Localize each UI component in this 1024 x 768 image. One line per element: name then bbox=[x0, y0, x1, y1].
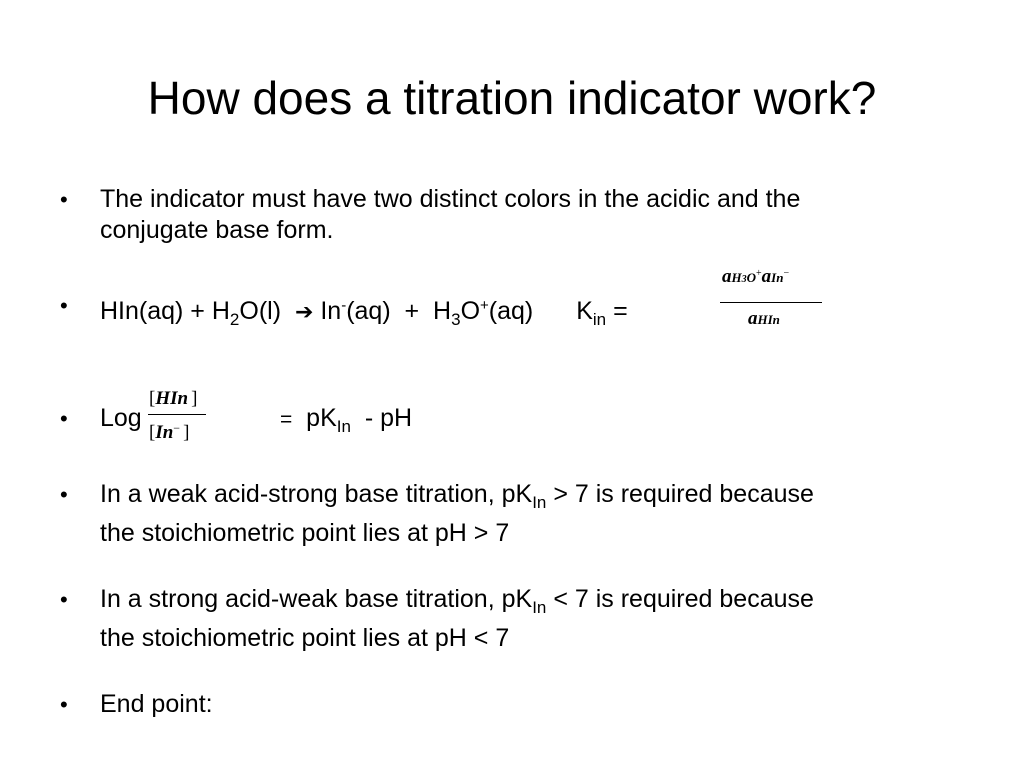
equals-sign: = bbox=[280, 408, 293, 431]
minus-ph: - pH bbox=[364, 404, 413, 432]
bullet-text: End point: bbox=[100, 690, 213, 718]
bullet-marker: • bbox=[60, 293, 68, 318]
log-result bbox=[280, 403, 412, 442]
bullet-line: In a strong acid-weak base titration, $pK_{In} < 7$ is required because bbox=[100, 585, 814, 617]
in-charge: - bbox=[341, 297, 347, 314]
slide-title: How does a titration indicator work? bbox=[147, 72, 877, 124]
activity-subscript: HIn bbox=[757, 312, 780, 327]
fraction-bar bbox=[148, 414, 206, 415]
bullet-marker: • bbox=[60, 587, 68, 612]
k-in-fraction bbox=[718, 266, 828, 340]
bullet-line: In a weak acid-strong base titration, $pK_{In} > 7$ is required because bbox=[100, 480, 814, 512]
activity-subscript: H3O+ bbox=[731, 268, 762, 285]
bullet-marker: • bbox=[60, 482, 68, 507]
k-equals: = bbox=[613, 297, 628, 325]
activity-symbol: a bbox=[761, 266, 772, 287]
bullet-line: the stoichiometric point lies at pH < 7 bbox=[100, 624, 510, 652]
fraction-denominator: [In− ] bbox=[149, 421, 190, 443]
log-label: Log bbox=[100, 404, 142, 432]
k-subscript: in bbox=[592, 310, 607, 329]
log-equation bbox=[100, 403, 142, 434]
h3o-rest: (aq) bbox=[488, 297, 534, 325]
reactant-hin: HIn(aq) + H bbox=[100, 297, 230, 325]
log-fraction bbox=[146, 388, 210, 448]
activity-symbol: a bbox=[722, 266, 732, 287]
k-symbol: K bbox=[576, 297, 593, 325]
fraction-numerator: [HIn ] bbox=[149, 388, 198, 409]
activity-symbol: a bbox=[748, 308, 758, 329]
reaction-equation bbox=[100, 290, 628, 335]
bullet-text bbox=[100, 479, 814, 549]
h3o-subscript: 3 bbox=[451, 310, 461, 329]
pk-symbol: pK bbox=[306, 404, 337, 432]
bullet-line: conjugate base form. bbox=[100, 216, 334, 244]
h3o-o: O bbox=[460, 297, 481, 325]
in-concentration: In bbox=[155, 422, 174, 443]
bullet-line: the stoichiometric point lies at pH > 7 bbox=[100, 519, 510, 547]
h2o-subscript: 2 bbox=[229, 310, 240, 329]
bullet-text bbox=[100, 184, 800, 246]
fraction-numerator bbox=[722, 266, 789, 288]
fraction-denominator bbox=[748, 308, 780, 330]
bullet-marker: • bbox=[60, 187, 68, 212]
product-in-rest: (aq) + H bbox=[346, 297, 452, 325]
bullet-text bbox=[100, 584, 814, 654]
h3o-charge: + bbox=[480, 297, 489, 314]
hin-concentration: HIn bbox=[155, 388, 189, 409]
bullet-marker: • bbox=[60, 406, 68, 431]
product-in: In bbox=[320, 297, 342, 325]
bullet-marker: • bbox=[60, 692, 68, 717]
fraction-bar bbox=[720, 302, 822, 303]
pk-subscript: In bbox=[336, 417, 351, 436]
h2o-rest: O(l) bbox=[239, 297, 282, 325]
activity-subscript: In− bbox=[771, 268, 790, 285]
reaction-arrow-icon: ➔ bbox=[294, 300, 314, 325]
bullet-line: The indicator must have two distinct colors in the acidic and the bbox=[100, 185, 801, 213]
